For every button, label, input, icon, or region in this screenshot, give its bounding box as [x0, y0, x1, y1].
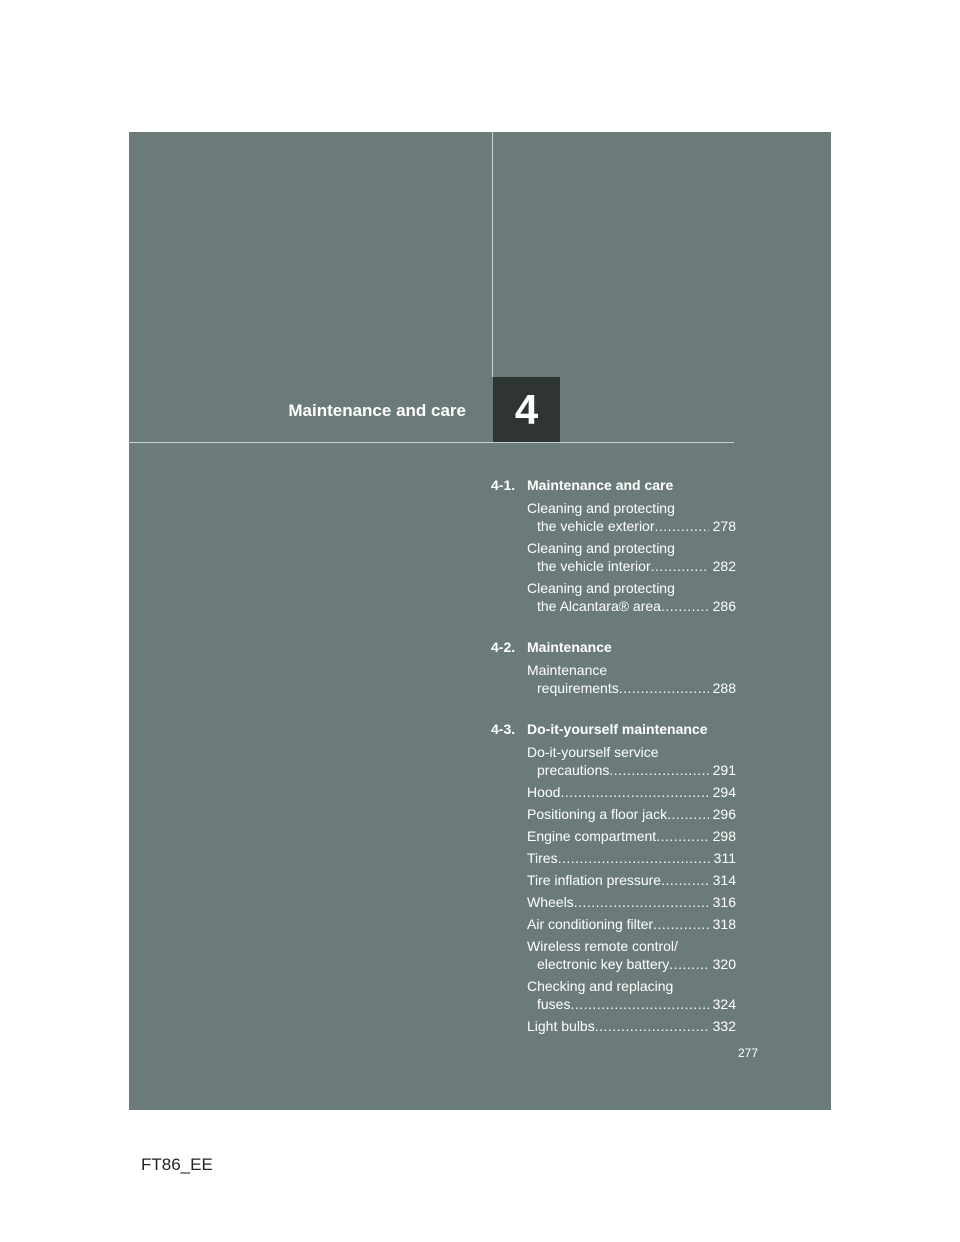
dot-leader — [661, 871, 709, 889]
toc-entry[interactable] — [527, 743, 736, 779]
entry-text: Engine compartment — [527, 828, 657, 844]
dot-leader — [651, 557, 709, 575]
entry-text: Cleaning and protecting — [527, 540, 675, 556]
entry-text: Wireless remote control/ — [527, 938, 678, 954]
toc-entry[interactable] — [527, 783, 736, 801]
toc-entry[interactable] — [527, 893, 736, 911]
entry-text: Light bulbs — [527, 1018, 595, 1034]
dot-leader — [609, 761, 708, 779]
entry-page-number: 332 — [712, 1018, 736, 1034]
dot-leader — [595, 1017, 709, 1035]
section-title: Do-it-yourself maintenance — [527, 721, 708, 737]
toc-entry[interactable] — [527, 977, 736, 1013]
entry-text: precautions — [537, 762, 610, 778]
dot-leader — [560, 783, 708, 801]
dot-leader — [653, 915, 709, 933]
dot-leader — [656, 827, 708, 845]
entry-page-number: 278 — [712, 518, 736, 534]
toc-entry[interactable] — [527, 871, 736, 889]
entry-text: Cleaning and protecting — [527, 500, 675, 516]
entry-text: electronic key battery — [537, 956, 670, 972]
entry-text: the vehicle exterior — [537, 518, 655, 534]
toc-entry[interactable] — [527, 499, 736, 535]
entry-page-number: 294 — [712, 784, 736, 800]
entry-page-number: 316 — [712, 894, 736, 910]
section-number: 4-2. — [491, 639, 516, 655]
panel-divider-horizontal — [129, 442, 734, 443]
entry-page-number: 282 — [712, 558, 736, 574]
entry-page-number: 314 — [712, 872, 736, 888]
dot-leader — [570, 995, 708, 1013]
table-of-contents — [491, 476, 736, 1058]
toc-entry[interactable] — [527, 937, 736, 973]
chapter-number-box: 4 — [493, 377, 560, 442]
dot-leader — [661, 597, 709, 615]
entry-page-number: 296 — [712, 806, 736, 822]
entry-text: Checking and replacing — [527, 978, 674, 994]
section-title: Maintenance — [527, 639, 612, 655]
entry-text: the vehicle interior — [537, 558, 651, 574]
entry-page-number: 286 — [712, 598, 736, 614]
entry-text: Hood — [527, 784, 561, 800]
entry-text: Maintenance — [527, 662, 608, 678]
toc-section-heading — [491, 476, 736, 494]
toc-section — [491, 638, 736, 697]
entry-page-number: 298 — [712, 828, 736, 844]
entry-text: Positioning a floor jack — [527, 806, 668, 822]
entry-text: fuses — [537, 996, 571, 1012]
toc-entry[interactable] — [527, 539, 736, 575]
entry-text: requirements — [537, 680, 619, 696]
entry-text: Do-it-yourself service — [527, 744, 659, 760]
entry-text: Tires — [527, 850, 558, 866]
toc-entry[interactable] — [527, 849, 736, 867]
section-title: Maintenance and care — [527, 477, 674, 493]
toc-section-heading — [491, 720, 736, 738]
toc-entry[interactable] — [527, 805, 736, 823]
dot-leader — [619, 679, 709, 697]
entry-text: Tire inflation pressure — [527, 872, 662, 888]
section-number: 4-3. — [491, 721, 516, 737]
entry-text: Cleaning and protecting — [527, 580, 675, 596]
toc-section — [491, 720, 736, 1035]
entry-text: the Alcantara® area — [537, 598, 661, 614]
toc-entry[interactable] — [527, 579, 736, 615]
toc-entry[interactable] — [527, 1017, 736, 1035]
toc-entry[interactable] — [527, 915, 736, 933]
dot-leader — [558, 849, 710, 867]
entry-page-number: 324 — [712, 996, 736, 1012]
dot-leader — [574, 893, 709, 911]
entry-page-number: 311 — [713, 850, 736, 866]
section-number: 4-1. — [491, 477, 516, 493]
toc-section — [491, 476, 736, 615]
page-number: 277 — [738, 1046, 759, 1060]
dot-leader — [667, 805, 709, 823]
document-code: FT86_EE — [141, 1155, 213, 1174]
entry-text: Wheels — [527, 894, 574, 910]
toc-entry[interactable] — [527, 661, 736, 697]
toc-section-heading — [491, 638, 736, 656]
panel-divider-vertical — [492, 132, 493, 377]
entry-page-number: 320 — [712, 956, 736, 972]
entry-text: Air conditioning filter — [527, 916, 654, 932]
toc-entry[interactable] — [527, 827, 736, 845]
entry-page-number: 318 — [712, 916, 736, 932]
chapter-title: Maintenance and care — [288, 401, 466, 420]
entry-page-number: 291 — [712, 762, 736, 778]
entry-page-number: 288 — [712, 680, 736, 696]
dot-leader — [655, 517, 709, 535]
dot-leader — [669, 955, 708, 973]
